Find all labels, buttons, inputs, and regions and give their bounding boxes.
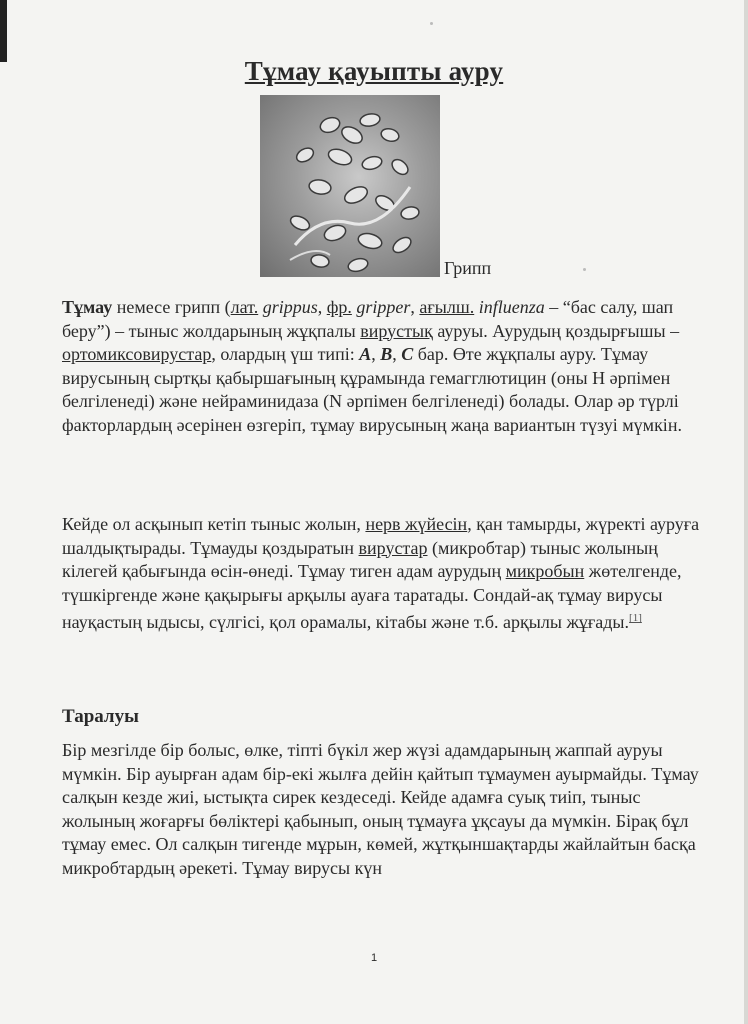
- virus-particles-graphic: [260, 95, 440, 277]
- intro-paragraph: Тұмау немесе грипп (лат. grippus, фр. gripper, ағылш. influenza – “бас салу, шап беру”) – тыныс жолдарының жұқпалы вирустық ауруы. Аурудың қоздырғышы – ортомиксовирустар, олардың үш типі: A, B, C бар. Өте жұқпалы ауру. Тұмау вирусының сыртқы қабыршағының құрамында гемагглютицин (оны Н әрпімен белгіленеді) және нейраминидаза (N әрпімен белгіленеді) болады. Олар әр түрлі факторлардың әсерінен өзгеріп, тұмау вирусының жаңа вариантын түзуі мүмкін.: [62, 297, 682, 435]
- page-title: Тұмау қауыпты ауру: [244, 56, 504, 86]
- term-tumau: Тұмау: [62, 297, 113, 317]
- scan-speck: [430, 22, 433, 25]
- link-microbe[interactable]: микробын: [505, 561, 585, 581]
- section-heading: Таралуы: [62, 706, 139, 727]
- link-en[interactable]: ағылш.: [419, 297, 475, 317]
- link-viral[interactable]: вирустық: [360, 320, 433, 341]
- spread-paragraph: Бір мезгілде бір болыс, өлке, тіпті бүкіл жер жүзі адамдарының жаппай ауруы мүмкін. Бір ауырған адам бір-екі жылға дейін қайтып тұмаумен ауырмайды. Тұмау салқын кезде жиі, ыстықта сирек кездеседі. Кейде адамға суық тиіп, тыныс жолының жоғарғы бөліктері қабынып, оның тұмауға ұқсауы да мүмкін. Бірақ бұл тұмау емес. Ол салқын тигенде мұрын, көмей, жұтқыншақтарды жайлайтын басқа микробтардың әрекеті. Тұмау вирусы күн: [62, 740, 699, 878]
- link-lat[interactable]: лат.: [230, 297, 259, 317]
- scan-edge-left: [0, 0, 7, 62]
- link-fr[interactable]: фр.: [326, 297, 352, 317]
- page-number: 1: [370, 952, 378, 964]
- virus-micrograph-image: [260, 95, 440, 277]
- scan-edge-right: [744, 0, 748, 1024]
- footnote-ref[interactable]: [1]: [629, 612, 642, 624]
- link-orthomyxovirus[interactable]: ортомиксовирустар: [62, 344, 212, 364]
- scan-speck: [583, 268, 586, 271]
- image-caption: Грипп: [444, 258, 492, 278]
- link-viruses[interactable]: вирустар: [358, 537, 428, 558]
- complications-paragraph: Кейде ол асқынып кетіп тыныс жолын, нерв жүйесін, қан тамырды, жүректі ауруға шалдықтырады. Тұмауды қоздыратын вирустар (микробтар) тыныс жолының кілегей қабығында өсін-өнеді. Тұмау тиген адам аурудың микробын жөтелгенде, түшкіргенде және қақырығы арқылы ауаға таратады. Сондай-ақ тұмау вирусы науқастың ыдысы, сүлгісі, қол орамалы, кітабы және т.б. арқылы жұғады.[1]: [62, 514, 700, 632]
- link-nervous-system[interactable]: нерв жүйесін: [365, 514, 468, 534]
